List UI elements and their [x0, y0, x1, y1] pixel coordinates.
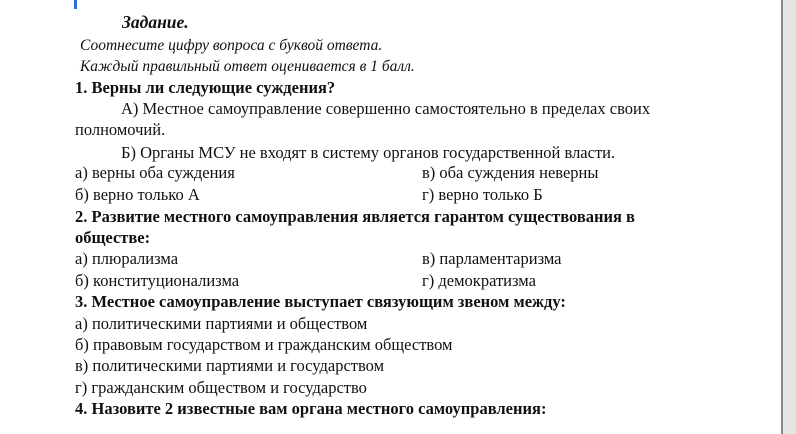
question-2-heading-continued: обществе:: [75, 228, 151, 247]
question-3-heading: 3. Местное самоуправление выступает связующим звеном между:: [75, 292, 566, 311]
q1-statement-b: Б) Органы МСУ не входят в систему органов государственной власти.: [121, 143, 616, 162]
q3-option-v: в) политическими партиями и государством: [75, 356, 385, 375]
q2-option-g: г) демократизма: [422, 271, 536, 290]
q1-option-v: в) оба суждения неверны: [422, 163, 599, 182]
question-4-heading: 4. Назовите 2 известные вам органа местного самоуправления:: [75, 399, 547, 418]
q1-statement-a: А) Местное самоуправление совершенно самостоятельно в пределах своих: [121, 99, 651, 118]
q2-option-v: в) парламентаризма: [422, 249, 562, 268]
instruction-line-2: Каждый правильный ответ оценивается в 1 балл.: [80, 58, 415, 75]
text-cursor-marker: [74, 0, 77, 9]
q2-option-a: а) плюрализма: [75, 249, 179, 268]
q2-option-b: б) конституционализма: [75, 271, 240, 290]
question-1-heading: 1. Верны ли следующие суждения?: [75, 78, 336, 97]
q1-option-b: б) верно только А: [75, 185, 200, 204]
q3-option-g: г) гражданским обществом и государство: [75, 378, 367, 397]
question-2-heading: 2. Развитие местного самоуправления является гарантом существования в: [75, 207, 635, 226]
q1-option-a: а) верны оба суждения: [75, 163, 235, 182]
q3-option-b: б) правовым государством и гражданским обществом: [75, 335, 453, 354]
q1-option-g: г) верно только Б: [422, 185, 543, 204]
instruction-line-1: Соотнесите цифру вопроса с буквой ответа.: [80, 37, 383, 54]
task-title: Задание.: [122, 12, 189, 32]
q3-option-a: а) политическими партиями и обществом: [75, 314, 368, 333]
window-scrollbar-area[interactable]: [783, 0, 796, 434]
q1-statement-a-continued: полномочий.: [75, 120, 166, 139]
